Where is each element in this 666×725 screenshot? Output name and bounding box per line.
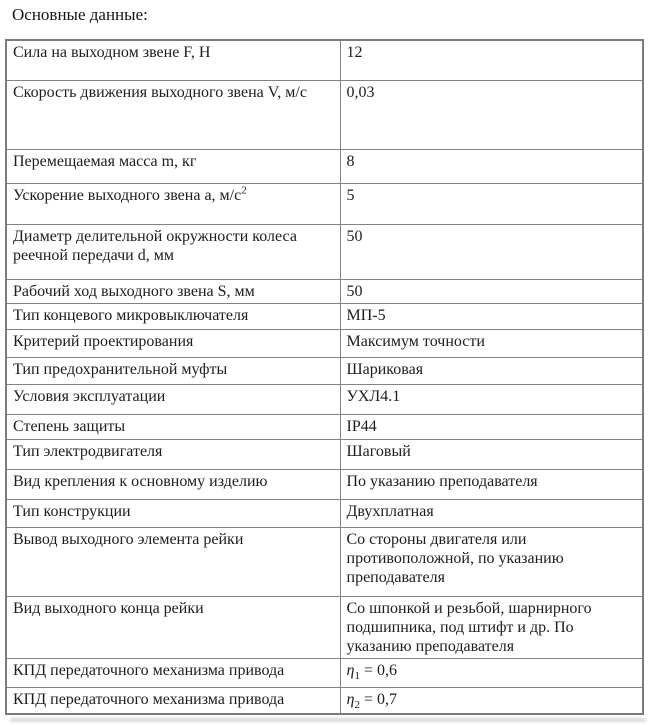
table-row <box>6 183 643 224</box>
value-cell <box>340 384 643 414</box>
value-cell <box>340 414 643 439</box>
table-row <box>6 384 643 414</box>
value-text: IP44 <box>346 417 377 435</box>
param-cell <box>6 149 340 183</box>
param-text: КПД передаточного механизма привода <box>13 690 285 708</box>
param-text: Вид крепления к основному изделию <box>13 472 268 490</box>
param-cell <box>6 357 340 384</box>
value-text: 50 <box>346 282 363 300</box>
param-cell <box>6 40 340 80</box>
param-text: Тип концевого микровыключателя <box>13 306 249 324</box>
value-text: 0,03 <box>346 83 375 101</box>
value-cell <box>340 40 643 80</box>
eta-subscript: 1 <box>354 669 360 682</box>
eta-symbol: η <box>346 661 355 679</box>
param-cell <box>6 499 340 527</box>
param-cell <box>6 687 340 714</box>
param-text: Рабочий ход выходного звена S, мм <box>13 282 255 300</box>
param-text: Тип электродвигателя <box>13 442 163 460</box>
table-row <box>6 596 643 658</box>
value-cell <box>340 149 643 183</box>
param-cell <box>6 439 340 469</box>
value-cell <box>340 687 643 714</box>
value-text: = 0,6 <box>363 661 397 679</box>
table-row <box>6 439 643 469</box>
param-cell <box>6 329 340 357</box>
main-data-table <box>5 39 644 715</box>
param-cell <box>6 183 340 224</box>
param-cell <box>6 658 340 687</box>
value-text: 5 <box>346 186 355 204</box>
param-text: Сила на выходном звене F, Н <box>13 44 211 61</box>
value-text: МП-5 <box>346 306 386 324</box>
eta-symbol: η <box>346 690 355 708</box>
value-cell <box>340 469 643 499</box>
table-row <box>6 469 643 499</box>
param-text: Степень защиты <box>13 417 126 435</box>
param-cell <box>6 469 340 499</box>
value-cell <box>340 499 643 527</box>
param-text: Тип предохранительной муфты <box>13 360 228 378</box>
value-text: Шаговый <box>346 442 411 460</box>
table-row <box>6 40 643 80</box>
param-text: Вывод выходного элемента рейки <box>13 530 244 548</box>
value-text: По указанию преподавателя <box>346 472 538 490</box>
param-superscript: 2 <box>241 184 247 197</box>
value-cell <box>340 658 643 687</box>
param-text: Критерий проектирования <box>13 332 194 350</box>
table-row <box>6 80 643 149</box>
table-row <box>6 329 643 357</box>
param-text: Тип конструкции <box>13 502 131 520</box>
eta-subscript: 2 <box>354 698 360 711</box>
page-bottom-shadow <box>10 718 646 722</box>
value-cell <box>340 224 643 279</box>
value-text: Со стороны двигателя или противоположной, по указанию преподавателя <box>346 530 564 586</box>
table-row <box>6 687 643 714</box>
value-text: Максимум точности <box>346 332 485 350</box>
param-cell <box>6 303 340 329</box>
value-cell <box>340 596 643 658</box>
param-cell <box>6 414 340 439</box>
value-cell <box>340 303 643 329</box>
table-row <box>6 658 643 687</box>
value-cell <box>340 527 643 596</box>
table-row <box>6 303 643 329</box>
page-title: Основные данные: <box>12 5 148 24</box>
value-cell <box>340 439 643 469</box>
table-row <box>6 149 643 183</box>
param-cell <box>6 80 340 149</box>
value-cell <box>340 357 643 384</box>
param-text: Ускорение выходного звена a, м/с <box>13 186 242 204</box>
value-text: Со шпонкой и резьбой, шарнирного подшипника, под штифт и др. По указанию преподавателя <box>346 599 592 655</box>
value-text: 50 <box>346 227 363 245</box>
param-text: Вид выходного конца рейки <box>13 599 204 617</box>
param-cell <box>6 384 340 414</box>
value-cell <box>340 329 643 357</box>
table-row <box>6 499 643 527</box>
value-cell <box>340 183 643 224</box>
value-text: = 0,7 <box>363 690 397 708</box>
param-text: Перемещаемая масса m, кг <box>13 152 197 170</box>
param-text: Диаметр делительной окружности колеса реечной передачи d, мм <box>13 227 297 264</box>
value-text: Шариковая <box>346 360 424 378</box>
table-row <box>6 279 643 303</box>
value-text: Двухплатная <box>346 502 434 520</box>
value-text: 12 <box>346 44 363 61</box>
value-text: УХЛ4.1 <box>346 387 401 405</box>
table-row <box>6 527 643 596</box>
table-row <box>6 224 643 279</box>
table-row <box>6 357 643 384</box>
param-text: КПД передаточного механизма привода <box>13 661 285 679</box>
value-cell <box>340 279 643 303</box>
param-text: Условия эксплуатации <box>13 387 166 405</box>
param-text: Скорость движения выходного звена V, м/с <box>13 83 307 101</box>
param-cell <box>6 596 340 658</box>
table-row <box>6 414 643 439</box>
param-cell <box>6 527 340 596</box>
param-cell <box>6 224 340 279</box>
value-cell <box>340 80 643 149</box>
value-text: 8 <box>346 152 355 170</box>
param-cell <box>6 279 340 303</box>
